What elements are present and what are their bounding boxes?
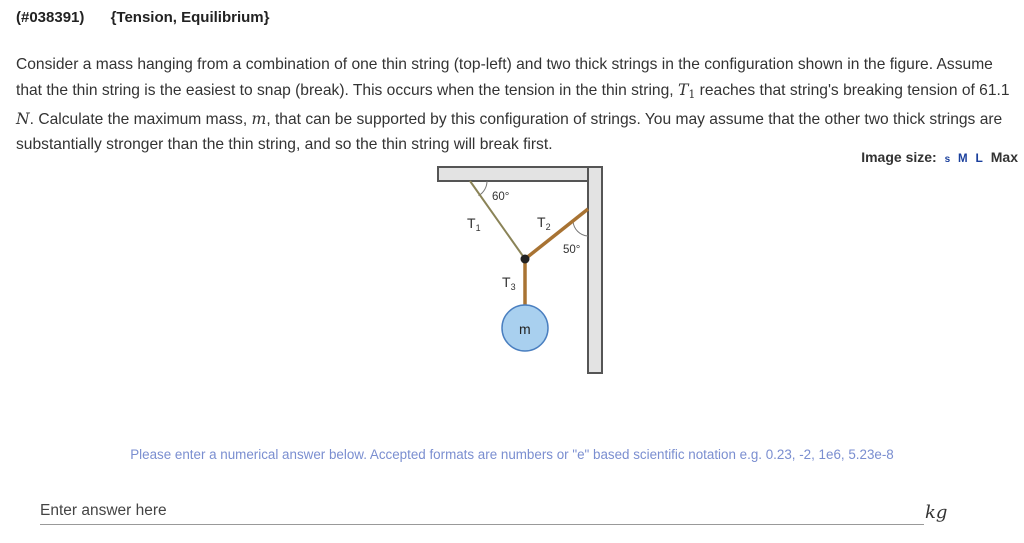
problem-text-3: . Calculate the maximum mass, [29, 111, 252, 128]
problem-text-1: Consider a mass hanging from a combination of one thin string (top-left) and two thick strings in the configuration shown in the figure. Assume that the thin string is the easiest to snap (break). This occurs when the tension in the thin string, [16, 56, 993, 99]
mass-label: m [519, 321, 531, 337]
image-size-l-button[interactable]: L [975, 151, 983, 165]
answer-format-hint: Please enter a numerical answer below. Accepted formats are numbers or "e" based scientific notation e.g. 0.23, -2, 1e6, 5.23e-8 [130, 447, 894, 462]
problem-id: (#038391) [16, 9, 85, 26]
answer-input[interactable] [40, 500, 924, 522]
problem-header [16, 9, 291, 26]
wall-support [588, 167, 602, 373]
t2-label: $T_2$ [537, 214, 551, 232]
image-size-max-button[interactable]: Max [990, 149, 1018, 165]
answer-unit: kg [925, 502, 948, 523]
tension-unit: N [16, 110, 30, 128]
angle-label-top: 60° [492, 191, 510, 203]
t1-label: $T_1$ [467, 215, 481, 233]
image-size-s-button[interactable]: s [944, 154, 951, 165]
angle-arc-right [573, 221, 588, 236]
ceiling-support [438, 167, 602, 181]
answer-row [40, 500, 924, 525]
t3-label: $T_3$ [502, 274, 516, 292]
tension-figure [430, 164, 610, 379]
problem-text-4: , that can be supported by this configuration of strings. You may assume that the other two thick strings are substantially stronger than the thin string, and so the thin string will break first. [16, 111, 1003, 153]
image-size-m-button[interactable]: M [958, 153, 968, 165]
mass-symbol: m [251, 110, 267, 128]
problem-text-2: reaches that string's breaking tension of [695, 81, 980, 99]
angle-label-right: 50° [563, 244, 581, 256]
knot [521, 255, 530, 264]
problem-statement [16, 53, 1016, 157]
breaking-tension-value: 61.1 [979, 81, 1010, 99]
image-size-label: Image size: [861, 149, 937, 165]
t1-symbol: $T_1$ [677, 80, 696, 101]
image-size-selector [861, 149, 1018, 165]
problem-tags: {Tension, Equilibrium} [110, 9, 270, 26]
